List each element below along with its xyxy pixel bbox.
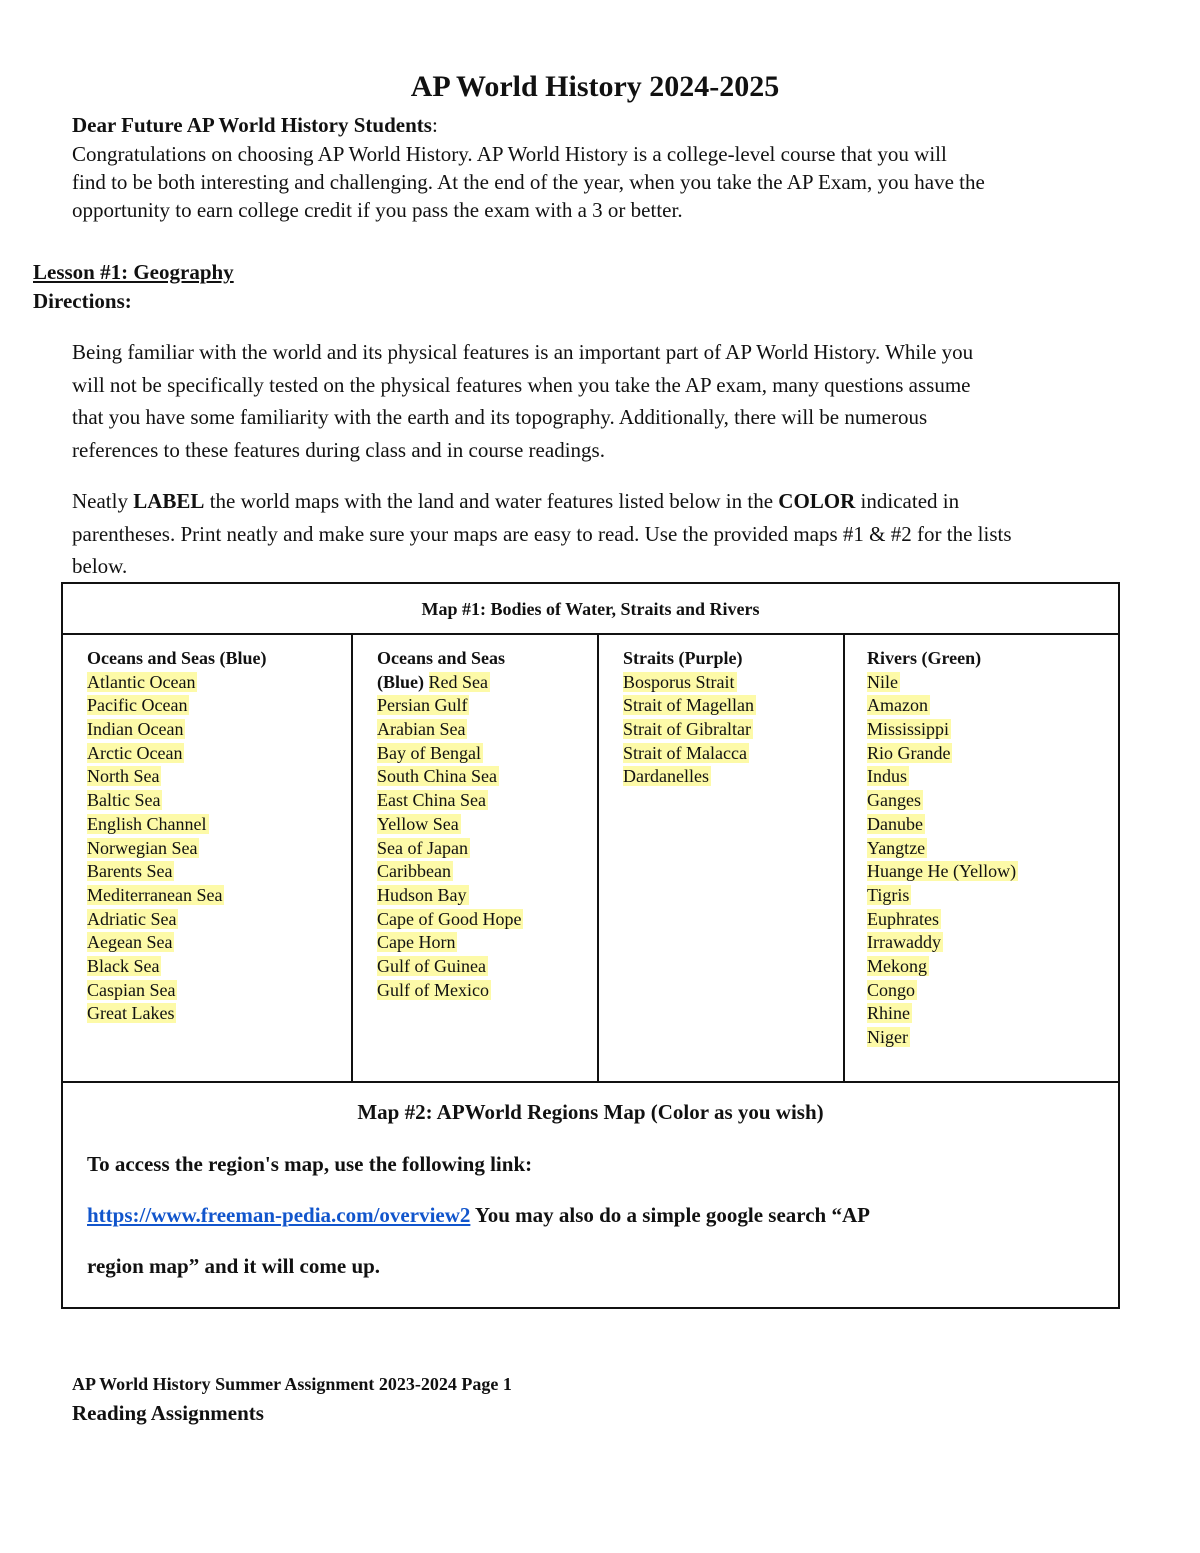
feature-name: Irrawaddy (867, 932, 941, 953)
list-item (623, 765, 843, 789)
list-item (867, 884, 1120, 908)
list-item (867, 1026, 1120, 1050)
list-item (867, 813, 1120, 837)
feature-name: Pacific Ocean (87, 695, 188, 716)
intro-line: Congratulations on choosing AP World History. AP World History is a college-level course that you will (72, 142, 947, 166)
list-item (87, 671, 351, 695)
list-item (867, 955, 1120, 979)
feature-name: Mississippi (867, 719, 950, 740)
list-item (867, 931, 1120, 955)
color-emphasis: COLOR (778, 489, 856, 513)
feature-name: Mediterranean Sea (87, 884, 223, 905)
list-item (377, 813, 597, 837)
list-item (377, 860, 597, 884)
list-item (87, 860, 351, 884)
feature-name: Amazon (867, 695, 928, 716)
feature-name: Gulf of Mexico (377, 979, 489, 1000)
feature-list (87, 671, 351, 1026)
column-header: Oceans and Seas (377, 648, 506, 668)
instruction-text: the world maps with the land and water features listed below in the (204, 489, 779, 513)
list-item (377, 694, 597, 718)
page-footer: AP World History Summer Assignment 2023-2024 Page 1 (72, 1374, 512, 1394)
lesson-heading: Lesson #1: Geography (33, 260, 234, 284)
feature-name: Dardanelles (623, 766, 709, 787)
greeting-salutation: Dear Future AP World History Students (72, 113, 432, 137)
divider (63, 1081, 1118, 1083)
list-item (377, 765, 597, 789)
paragraph-line: below. (72, 554, 128, 578)
map2-title: Map #2: APWorld Regions Map (Color as you wish) (357, 1100, 824, 1124)
list-item (87, 813, 351, 837)
map1-title: Map #1: Bodies of Water, Straits and Rivers (63, 584, 1118, 635)
feature-name: South China Sea (377, 766, 497, 787)
feature-name: Gulf of Guinea (377, 955, 486, 976)
feature-name: Danube (867, 813, 923, 834)
feature-name: Cape Horn (377, 932, 456, 953)
list-item (623, 718, 843, 742)
feature-name: Rio Grande (867, 742, 951, 763)
feature-name: Caspian Sea (87, 979, 176, 1000)
feature-name: Congo (867, 979, 916, 1000)
list-item (867, 908, 1120, 932)
list-item (867, 1002, 1120, 1026)
feature-name: Hudson Bay (377, 884, 467, 905)
feature-name: Atlantic Ocean (87, 671, 196, 692)
feature-name: Huange He (Yellow) (867, 861, 1017, 882)
feature-name: Cape of Good Hope (377, 908, 522, 929)
feature-name: Bay of Bengal (377, 742, 481, 763)
list-item (87, 931, 351, 955)
list-item (87, 742, 351, 766)
feature-name: Strait of Malacca (623, 742, 747, 763)
label-emphasis: LABEL (133, 489, 205, 513)
intro-line: find to be both interesting and challenging. At the end of the year, when you take the AP Exam, you have the (72, 170, 985, 194)
directions-heading: Directions: (33, 289, 132, 313)
list-item (867, 860, 1120, 884)
region-map-link[interactable]: https://www.freeman-pedia.com/overview2 (87, 1203, 471, 1227)
rivers-column (845, 635, 1120, 1083)
feature-name: Adriatic Sea (87, 908, 177, 929)
feature-name: Indian Ocean (87, 719, 184, 740)
feature-name: Great Lakes (87, 1003, 175, 1024)
feature-name: Sea of Japan (377, 837, 468, 858)
feature-name: Barents Sea (87, 861, 173, 882)
straits-column (599, 635, 845, 1083)
feature-name: Euphrates (867, 908, 939, 929)
list-item (87, 718, 351, 742)
list-item (867, 789, 1120, 813)
feature-name: Indus (867, 766, 907, 787)
reading-assignments-heading: Reading Assignments (72, 1401, 264, 1425)
feature-list (377, 694, 597, 1002)
feature-name: Mekong (867, 955, 927, 976)
feature-name: Caribbean (377, 861, 451, 882)
map2-link-line (87, 1203, 870, 1228)
feature-name: Black Sea (87, 955, 160, 976)
feature-name: Niger (867, 1027, 908, 1048)
column-header: Rivers (Green) (867, 648, 982, 668)
list-item (377, 979, 597, 1003)
list-item (623, 694, 843, 718)
list-item (867, 979, 1120, 1003)
list-item (377, 718, 597, 742)
page-title: AP World History 2024-2025 (410, 70, 780, 103)
map2-search-text: You may also do a simple google search “AP (470, 1203, 870, 1227)
list-item (87, 694, 351, 718)
oceans-seas-column-1 (63, 635, 353, 1083)
feature-name: English Channel (87, 813, 207, 834)
feature-name: Ganges (867, 790, 921, 811)
feature-name: Yangtze (867, 837, 926, 858)
feature-list (867, 671, 1120, 1050)
maps-table (61, 582, 1120, 1309)
paragraph-line (72, 485, 1152, 518)
list-item (87, 837, 351, 861)
list-item: Red Sea (428, 671, 488, 692)
list-item (867, 718, 1120, 742)
list-item (377, 742, 597, 766)
intro-line: opportunity to earn college credit if you pass the exam with a 3 or better. (72, 198, 683, 222)
paragraph-line: parentheses. Print neatly and make sure your maps are easy to read. Use the provided maps #1 & #2 for the lists (72, 521, 1012, 546)
list-item (87, 884, 351, 908)
column-header: Straits (Purple) (623, 648, 743, 668)
list-item (377, 955, 597, 979)
feature-name: Yellow Sea (377, 813, 459, 834)
greeting-punct: : (431, 113, 438, 137)
list-item (87, 789, 351, 813)
feature-name: Arctic Ocean (87, 742, 183, 763)
paragraph-line: that you have some familiarity with the earth and its topography. Additionally, there will be numerous (72, 405, 928, 429)
list-item (867, 671, 1120, 695)
feature-name: Nile (867, 671, 898, 692)
column-header: Oceans and Seas (Blue) (87, 648, 267, 668)
oceans-seas-column-2 (353, 635, 599, 1083)
feature-name: North Sea (87, 766, 160, 787)
feature-name: Strait of Magellan (623, 695, 754, 716)
paragraph-line: references to these features during class and in course readings. (72, 437, 605, 462)
feature-name: Baltic Sea (87, 790, 161, 811)
list-item (87, 908, 351, 932)
directions-paragraph (72, 336, 1152, 466)
list-item (377, 908, 597, 932)
greeting (72, 113, 438, 138)
list-item (87, 1002, 351, 1026)
instruction-text: indicated in (855, 489, 960, 513)
list-item (867, 765, 1120, 789)
feature-name: Rhine (867, 1003, 910, 1024)
map2-instruction: To access the region's map, use the following link: (87, 1152, 533, 1176)
paragraph-line: Being familiar with the world and its physical features is an important part of AP World History. While you (72, 340, 974, 364)
list-item (87, 955, 351, 979)
list-item (87, 765, 351, 789)
list-item (867, 742, 1120, 766)
list-item (623, 742, 843, 766)
feature-name: Aegean Sea (87, 932, 173, 953)
column-header-continued (377, 671, 597, 695)
label-instructions (72, 485, 1152, 583)
list-item (377, 931, 597, 955)
map2-search-text-end: region map” and it will come up. (87, 1254, 381, 1278)
paragraph-line: will not be specifically tested on the physical features when you take the AP exam, many questions assume (72, 372, 971, 397)
intro-paragraph (72, 140, 1132, 224)
list-item (867, 694, 1120, 718)
feature-name: Norwegian Sea (87, 837, 198, 858)
list-item (377, 837, 597, 861)
instruction-text: Neatly (72, 489, 134, 513)
list-item (623, 671, 843, 695)
list-item (87, 979, 351, 1003)
feature-name: Persian Gulf (377, 695, 468, 716)
feature-name: East China Sea (377, 790, 486, 811)
feature-name: Arabian Sea (377, 719, 466, 740)
list-item (377, 789, 597, 813)
list-item (377, 884, 597, 908)
column-header-part: (Blue) (377, 671, 424, 692)
feature-name: Tigris (867, 884, 910, 905)
feature-list (623, 671, 843, 789)
feature-name: Bosporus Strait (623, 671, 735, 692)
list-item (867, 837, 1120, 861)
feature-name: Strait of Gibraltar (623, 719, 751, 740)
